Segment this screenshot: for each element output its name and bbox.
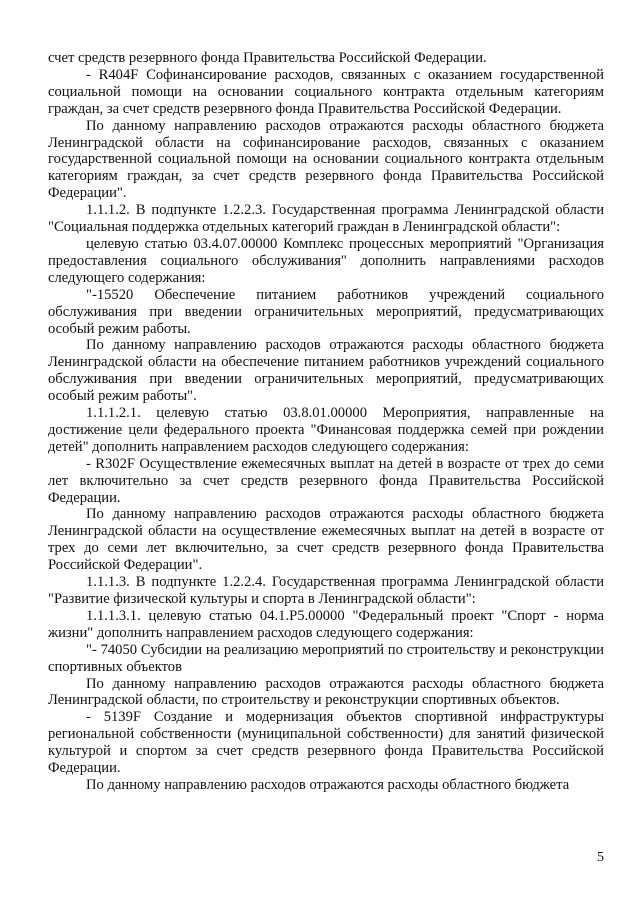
- paragraph: По данному направлению расходов отражаются расходы областного бюджета Ленинградской области на обеспечение питанием работников учреждений социального обслуживания при введении ограничительных мероприятий, предусматривающих особый режим работы".: [48, 337, 604, 405]
- paragraph: По данному направлению расходов отражаются расходы областного бюджета: [86, 776, 570, 793]
- paragraph: "- 74050 Субсидии на реализацию мероприятий по строительству и реконструкции спортивных объектов: [48, 641, 604, 675]
- paragraph: 1.1.1.3. В подпункте 1.2.2.4. Государственная программа Ленинградской области "Развитие физической культуры и спорта в Ленинградской области":: [48, 574, 604, 607]
- document-body: [48, 50, 604, 794]
- paragraph: - 5139F Создание и модернизация объектов спортивной инфраструктуры региональной собственности (муниципальной собственности) для занятий физической культурой и спортом за счет средств резервного фонда Правительства Российской Федерации.: [48, 709, 604, 777]
- paragraph: счет средств резервного фонда Правительства Российской Федерации.: [48, 50, 487, 66]
- paragraph: - R302F Осуществление ежемесячных выплат на детей в возрасте от трех до семи лет включительно за счет средств резервного фонда Правительства Российской Федерации.: [48, 455, 604, 506]
- paragraph: - R404F Софинансирование расходов, связанных с оказанием государственной социальной помощи на основании социального контракта отдельным категориям граждан, за счет средств резервного фонда Правительства Российской Федерации.: [48, 66, 604, 117]
- paragraph: 1.1.1.2. В подпункте 1.2.2.3. Государственная программа Ленинградской области "Социальная поддержка отдельных категорий граждан в Ленинградской области":: [48, 202, 604, 236]
- paragraph: 1.1.1.2.1. целевую статью 03.8.01.00000 Мероприятия, направленные на достижение цели федерального проекта "Финансовая поддержка семей при рождении детей" дополнить направлением расходов следующего содержания:: [48, 405, 604, 455]
- paragraph: целевую статью 03.4.07.00000 Комплекс процессных мероприятий "Организация предоставления социального обслуживания" дополнить направлениями расходов следующего содержания:: [48, 235, 604, 286]
- paragraph: По данному направлению расходов отражаются расходы областного бюджета Ленинградской области на осуществление ежемесячных выплат на детей в возрасте от трех до семи лет включительно, за счет средств резервного фонда Правительства Российской Федерации".: [48, 506, 604, 574]
- paragraph: По данному направлению расходов отражаются расходы областного бюджета Ленинградской области на софинансирование расходов, связанных с оказанием государственной социальной помощи на основании социального контракта отдельным категориям граждан, за счет средств резервного фонда Правительства Российской Федерации".: [48, 117, 604, 202]
- paragraph: "-15520 Обеспечение питанием работников учреждений социального обслуживания при введении ограничительных мероприятий, предусматривающих особый режим работы.: [48, 286, 604, 337]
- paragraph: 1.1.1.3.1. целевую статью 04.1.P5.00000 "Федеральный проект "Спорт - норма жизни" дополнить направлением расходов следующего содержания:: [48, 607, 604, 641]
- page-number: 5: [597, 850, 604, 865]
- paragraph: По данному направлению расходов отражаются расходы областного бюджета Ленинградской области, по строительству и реконструкции спортивных объектов.: [48, 675, 604, 709]
